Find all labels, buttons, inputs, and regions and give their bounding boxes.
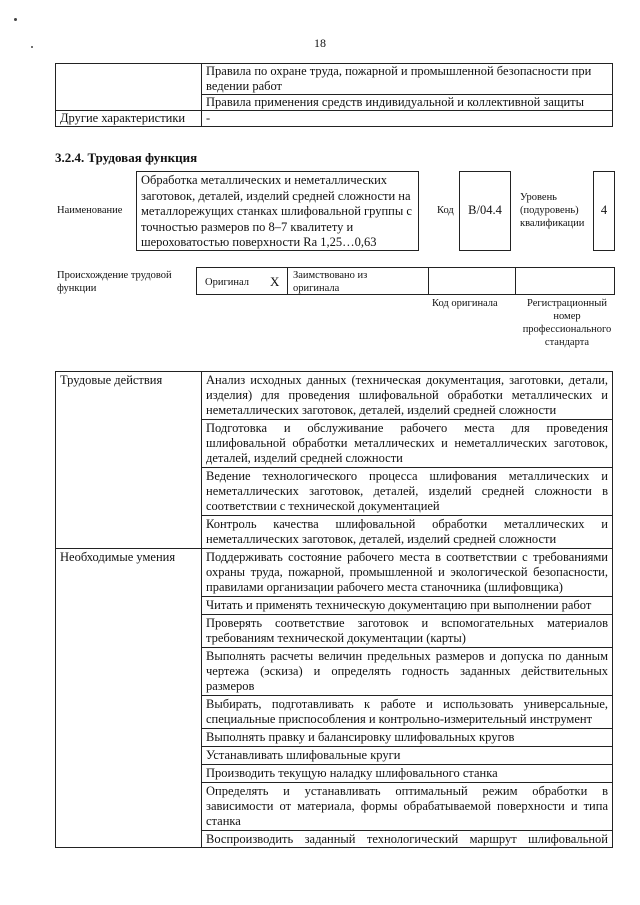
original-mark: X (270, 274, 280, 289)
page-number: 18 (314, 36, 326, 50)
code-original-caption: Код оригинала (432, 298, 498, 309)
table-cell-cut (202, 831, 613, 848)
table-cell: Подготовка и обслуживание рабочего места для проведения шлифовальной обработки металлических и неметаллических заготовок, деталей, изделий средней сложности (202, 420, 613, 468)
original-label: Оригинал (205, 277, 249, 288)
table-cell: Устанавливать шлифовальные круги (202, 747, 613, 765)
origin-divider (428, 268, 429, 294)
table-cell: Выполнять правку и балансировку шлифовальных кругов (202, 729, 613, 747)
reg-number-caption: Регистрационный номер профессионального стандарта (522, 298, 612, 348)
empty-label-cell (56, 64, 202, 111)
row-label: Другие характеристики (56, 111, 202, 127)
table-cell: - (202, 111, 613, 127)
table-row (56, 372, 613, 420)
function-name-box (136, 171, 419, 251)
table-cell: Выбирать, подготавливать к работе и использовать универсальные, специальные приспособления и контрольно-измерительный инструмент (202, 696, 613, 729)
main-table (55, 371, 613, 848)
table-cell: Производить текущую наладку шлифовального станка (202, 765, 613, 783)
code-label: Код (437, 205, 454, 216)
row-label: Трудовые действия (56, 372, 202, 549)
level-label: Уровень (подуровень) квалификации (520, 192, 585, 229)
origin-divider (515, 268, 516, 294)
top-table (55, 63, 613, 127)
section-heading: 3.2.4. Трудовая функция (55, 150, 198, 165)
scan-dot (14, 18, 17, 21)
table-cell: Контроль качества шлифовальной обработки металлических и неметаллических заготовок, деталей, изделий средней сложности (202, 516, 613, 549)
code-box (459, 171, 511, 251)
table-cell: Определять и устанавливать оптимальный режим обработки в зависимости от материала, формы обрабатываемой поверхности и типа станка (202, 783, 613, 831)
level-box (593, 171, 615, 251)
cut-text: Воспроизводить заданный технологический маршрут шлифовальной (206, 832, 608, 846)
table-cell: Правила по охране труда, пожарной и промышленной безопасности при ведении работ (202, 64, 613, 95)
table-cell: Поддерживать состояние рабочего места в соответствии с требованиями охраны труда, пожарной, промышленной и экологической безопасности, правилами организации рабочего места станочника (шлифовщика) (202, 549, 613, 597)
table-cell: Ведение технологического процесса шлифования металлических и неметаллических заготовок, деталей, изделий средней сложности в соответствии с технической документацией (202, 468, 613, 516)
origin-divider (287, 268, 288, 294)
level-value: 4 (600, 203, 608, 217)
table-cell: Читать и применять техническую документацию при выполнении работ (202, 597, 613, 615)
row-label: Необходимые умения (56, 549, 202, 848)
function-name: Обработка металлических и неметаллических заготовок, деталей, изделий средней сложности на металлорежущих станках шлифовальной группы с точностью размеров по 8–7 квалитету и шероховатостью поверхности Ra 1,25…0,63 (141, 173, 412, 249)
table-cell: Выполнять расчеты величин предельных размеров и допуска по данным чертежа (эскиза) и определять годность заданных действительных размеров (202, 648, 613, 696)
table-row (56, 549, 613, 597)
borrowed-label: Заимствовано из оригинала (293, 270, 368, 294)
table-cell: Анализ исходных данных (техническая документация, заготовки, детали, изделия) для проведения шлифовальной обработки металлических и неметаллических заготовок, деталей, изделий средней сложности (202, 372, 613, 420)
table-row (56, 111, 613, 127)
code-value: B/04.4 (468, 203, 502, 217)
name-label: Наименование (57, 205, 123, 216)
table-cell: Правила применения средств индивидуальной и коллективной защиты (202, 95, 613, 111)
origin-label: Происхождение трудовой функции (57, 270, 172, 294)
table-cell: Проверять соответствие заготовок и вспомогательных материалов требованиям технической документации (карты) (202, 615, 613, 648)
table-row (56, 64, 613, 95)
origin-box (196, 267, 615, 295)
